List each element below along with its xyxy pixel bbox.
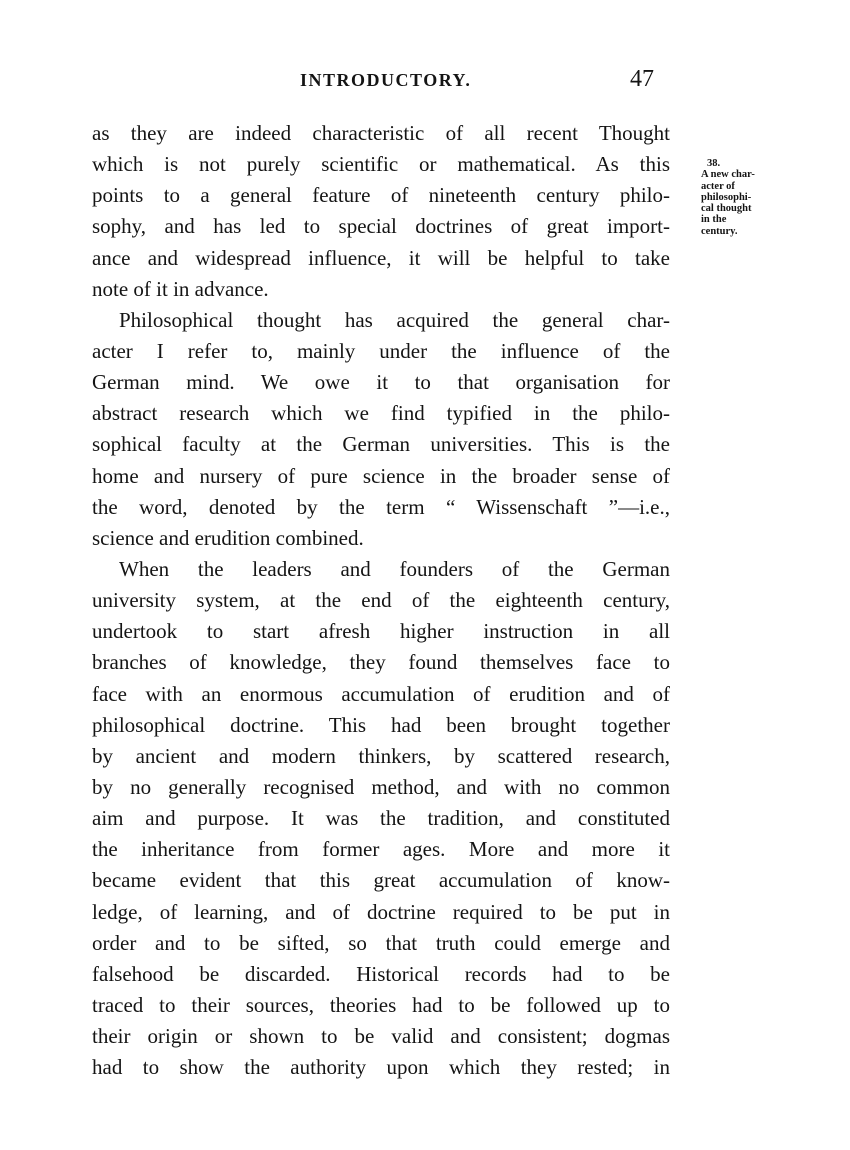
text-line: sophical faculty at the German universities. This is the — [92, 432, 670, 457]
text-line: sophy, and has led to special doctrines of great import- — [92, 214, 670, 239]
margin-note-line: in the — [701, 214, 727, 226]
text-line: falsehood be discarded. Historical records had to be — [92, 961, 670, 986]
margin-note-line: philosophi- — [701, 191, 752, 203]
text-line: ance and widespread influence, it will be helpful to take — [92, 245, 670, 270]
text-line: had to show the authority upon which they rested; in — [92, 1055, 670, 1080]
text-line: university system, at the end of the eighteenth century, — [92, 588, 670, 613]
text-line: acter I refer to, mainly under the influence of the — [92, 338, 670, 363]
margin-note-line: A new char- — [701, 169, 755, 181]
running-head: INTRODUCTORY. — [300, 70, 472, 90]
text-line: traced to their sources, theories had to be followed up to — [92, 992, 670, 1017]
text-line: as they are indeed characteristic of all recent Thought — [92, 121, 670, 145]
text-line: their origin or shown to be valid and consistent; dogmas — [92, 1024, 670, 1049]
text-line: abstract research which we find typified in the philo- — [92, 401, 670, 426]
text-line: became evident that this great accumulation of know- — [92, 868, 670, 893]
text-line: note of it in advance. — [92, 276, 269, 301]
text-line: by no generally recognised method, and with no common — [92, 774, 670, 799]
page-number: 47 — [630, 66, 654, 92]
margin-note-line: century. — [701, 225, 738, 237]
page-header — [0, 66, 850, 96]
margin-note-line: cal thought — [701, 203, 752, 215]
text-line: order and to be sifted, so that truth could emerge and — [92, 930, 670, 955]
text-line: the word, denoted by the term “ Wissenschaft ”—i.e., — [92, 494, 670, 519]
margin-note-line: acter of — [701, 180, 735, 192]
text-line: face with an enormous accumulation of erudition and of — [92, 681, 670, 706]
text-line: branches of knowledge, they found themselves face to — [92, 650, 670, 675]
text-line: ledge, of learning, and of doctrine required to be put in — [92, 899, 670, 924]
text-line: When the leaders and founders of the German — [119, 556, 670, 581]
text-line: German mind. We owe it to that organisation for — [92, 370, 670, 395]
text-line: the inheritance from former ages. More and more it — [92, 837, 670, 862]
text-line: science and erudition combined. — [92, 525, 364, 550]
text-line: Philosophical thought has acquired the general char- — [119, 307, 670, 332]
text-line: points to a general feature of nineteenth century philo- — [92, 183, 670, 208]
text-line: by ancient and modern thinkers, by scattered research, — [92, 743, 670, 768]
text-line: which is not purely scientific or mathematical. As this — [92, 152, 670, 177]
text-line: philosophical doctrine. This had been brought together — [92, 712, 670, 737]
text-line: undertook to start afresh higher instruction in all — [92, 619, 670, 644]
body-text — [92, 118, 670, 1083]
text-line: aim and purpose. It was the tradition, and constituted — [92, 806, 670, 831]
margin-note-number: 38. — [707, 158, 721, 169]
margin-note — [701, 158, 755, 237]
text-line: home and nursery of pure science in the broader sense of — [92, 463, 670, 488]
